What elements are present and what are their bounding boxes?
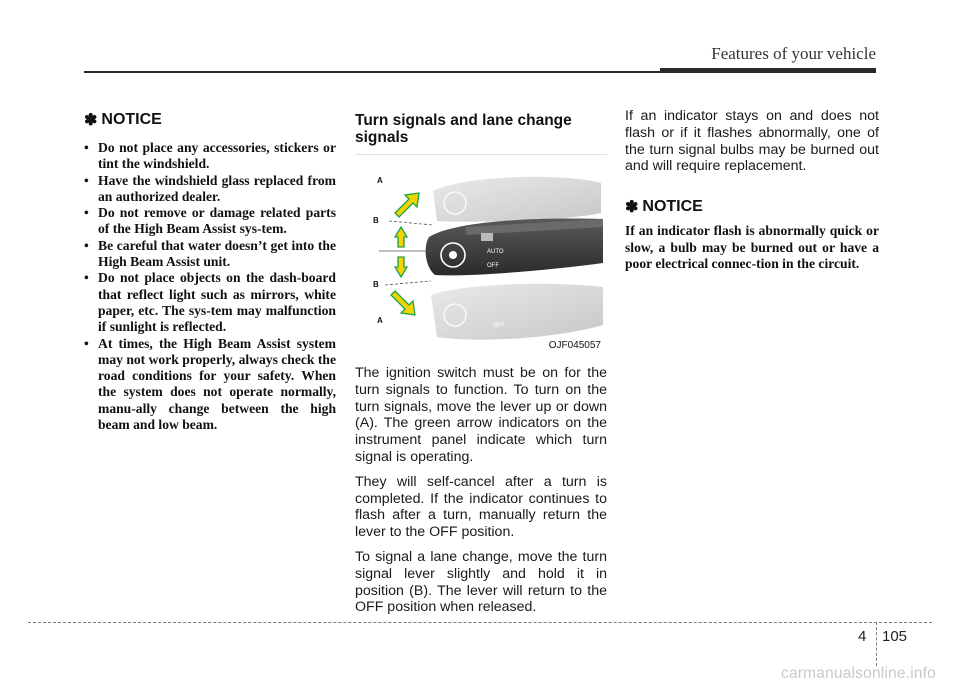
notice-label: NOTICE: [642, 198, 703, 216]
bullet-icon: •: [84, 172, 89, 188]
body-paragraph: They will self-cancel after a turn is completed. If the indicator continues to flash after a turn, manually return the lever to the OFF position.: [355, 473, 607, 541]
label-b-lower: B: [373, 280, 379, 289]
lever-upper-position: [433, 177, 601, 222]
list-item: [84, 336, 336, 434]
notice-bullet-list: [84, 140, 336, 433]
notice-heading: [625, 197, 879, 217]
notice-text: If an indicator flash is abnormally quick or slow, a bulb may be burned out or have a poor electrical connec-tion in the circuit.: [625, 223, 879, 271]
list-item: [84, 270, 336, 335]
auto-position-label: AUTO: [487, 249, 504, 255]
left-column: [84, 108, 336, 433]
chapter-number: 4: [858, 628, 867, 645]
turn-signals-heading: Turn signals and lane change signals: [355, 112, 572, 146]
arrow-down-icon: [395, 257, 407, 277]
body-paragraph: To signal a lane change, move the turn signal lever slightly and hold it in position (B). The lever will return to the OFF position when released.: [355, 548, 607, 616]
arrow-up-diagonal-icon: [395, 193, 419, 217]
label-a-upper: A: [377, 176, 383, 185]
section-title: Features of your vehicle: [711, 44, 876, 63]
lever-center-position: [426, 219, 603, 276]
notice-label: NOTICE: [101, 111, 162, 128]
list-item: [84, 238, 336, 271]
bullet-icon: •: [84, 335, 89, 351]
bullet-text: At times, the High Beam Assist system may not work properly, always check the road conditions for your safety. When the system does not operate normally, manu-ally change between the high beam and low beam.: [98, 335, 337, 433]
body-paragraph: If an indicator stays on and does not flash or if it flashes abnormally, one of the turn signal bulbs may be burned out and will require replacement.: [625, 108, 879, 175]
guide-line: [389, 221, 433, 225]
list-item: [84, 173, 336, 206]
off-position-label: OFF: [487, 263, 499, 269]
notice-heading: [84, 110, 336, 130]
bullet-icon: •: [84, 237, 89, 253]
notice-star-icon: ✽: [84, 112, 98, 129]
header-rule-thin: [84, 71, 664, 73]
bullet-icon: •: [84, 270, 89, 286]
bullet-text: Do not place any accessories, stickers or tint the windshield.: [98, 140, 336, 172]
figure-caption: OJF045057: [548, 340, 601, 351]
label-a-lower: A: [377, 316, 383, 325]
footer-dashed-rule: [28, 622, 932, 623]
bullet-text: Do not place objects on the dash-board that reflect light such as mirrors, white paper, etc. The sys-tem may malfunction if sunlight is reflected.: [98, 270, 336, 335]
page-number: 105: [882, 628, 908, 645]
arrow-up-icon: [395, 227, 407, 247]
arrow-down-diagonal-icon: [391, 291, 415, 315]
bullet-text: Have the windshield glass replaced from an authorized dealer.: [98, 172, 336, 204]
bullet-icon: •: [84, 140, 89, 155]
lever-lower-position: [431, 284, 603, 340]
turn-signal-lever-illustration: [355, 155, 607, 355]
right-column: [625, 108, 879, 272]
label-b-upper: B: [373, 216, 379, 225]
off-position-label-lower: OFF: [493, 323, 505, 329]
guide-line: [385, 281, 431, 285]
bullet-text: Be careful that water doesn’t get into the High Beam Assist unit.: [98, 237, 336, 270]
list-item: [84, 140, 336, 173]
bullet-text: Do not remove or damage related parts of the High Beam Assist sys-tem.: [98, 205, 336, 237]
watermark: carmanualsonline.info: [781, 665, 936, 682]
list-item: [84, 205, 336, 238]
notice-star-icon: ✽: [625, 199, 639, 217]
body-paragraph: The ignition switch must be on for the turn signals to function. To turn on the turn signals, move the lever up or down (A). The green arrow indicators on the instrument panel indicate which turn signal is operating.: [355, 365, 607, 465]
bullet-icon: •: [84, 205, 89, 221]
middle-column: [355, 108, 607, 624]
footer-vertical-divider: [876, 622, 877, 666]
header-rule-thick: [660, 68, 876, 73]
turn-signal-figure: [355, 154, 607, 355]
